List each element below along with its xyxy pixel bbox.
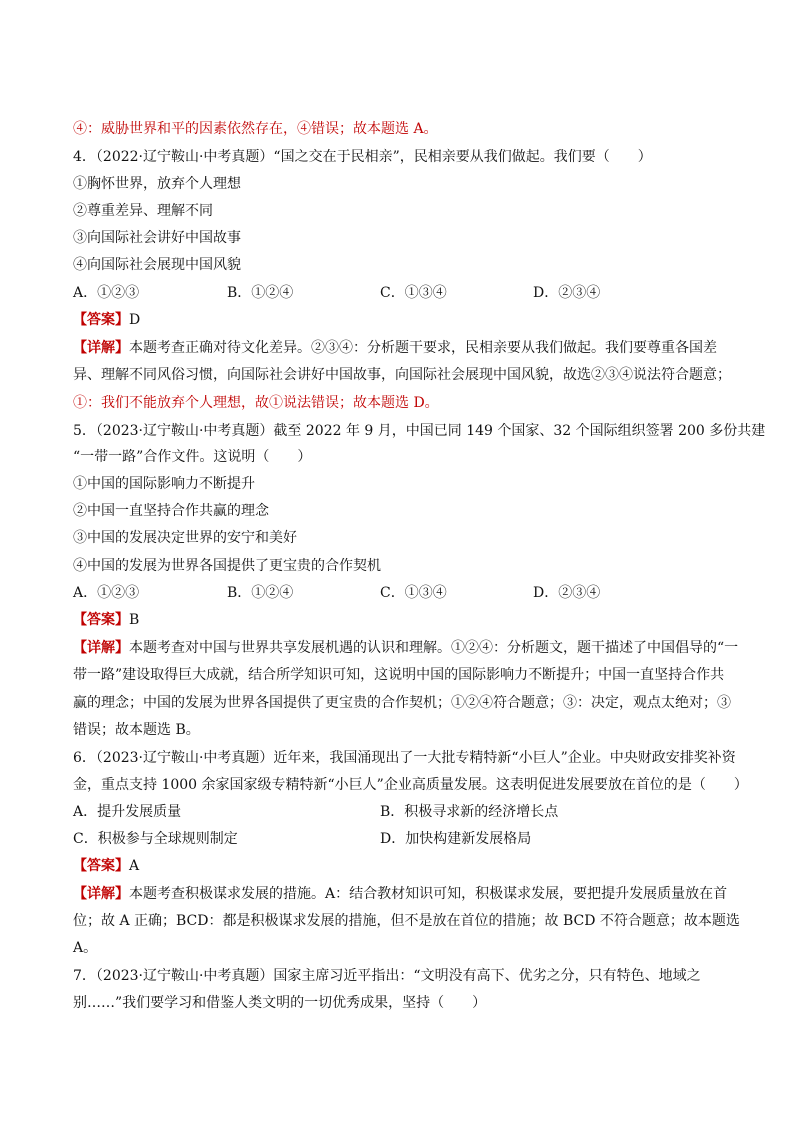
answer-label: 【答案】 [73, 312, 129, 328]
answer-value: D [129, 312, 141, 328]
q4-statement-2: ②尊重差异、理解不同 [73, 203, 213, 219]
answer-label: 【答案】 [73, 858, 129, 874]
q6-stem-1: 6．（2023·辽宁鞍山·中考真题）近年来，我国涌现出了一大批专精特新“小巨人”企业。中央财政安排奖补资 [73, 750, 736, 766]
q4-statement-1: ①胸怀世界，放弃个人理想 [73, 176, 241, 192]
q5-option-b: B．①②④ [227, 585, 294, 601]
q6-option-d: D．加快构建新发展格局 [380, 831, 532, 847]
q4-explanation-3: ①：我们不能放弃个人理想，故①说法错误；故本题选 D。 [73, 395, 439, 411]
q5-option-c: C．①③④ [380, 585, 447, 601]
q5-statement-2: ②中国一直坚持合作共赢的理念 [73, 503, 269, 519]
q4-option-b: B．①②④ [227, 285, 294, 301]
answer-value: A [129, 858, 140, 874]
q5-explanation-3: 赢的理念；中国的发展为世界各国提供了更宝贵的合作契机；①②④符合题意；③：决定，观点太绝对；③ [73, 695, 731, 711]
prev-explanation-tail: ④：威胁世界和平的因素依然存在，④错误；故本题选 A。 [73, 121, 438, 137]
q6-option-a: A．提升发展质量 [73, 804, 182, 820]
explanation-label: 【详解】 [73, 640, 129, 656]
q5-explanation-2: 带一路”建设取得巨大成就，结合所学知识可知，这说明中国的国际影响力不断提升；中国一直坚持合作共 [73, 667, 725, 683]
q5-option-d: D．②③④ [533, 585, 601, 601]
explanation-text: 本题考查对中国与世界共享发展机遇的认识和理解。①②④：分析题文，题干描述了中国倡导的“一 [129, 640, 739, 656]
q5-statement-1: ①中国的国际影响力不断提升 [73, 476, 255, 492]
q4-statement-3: ③向国际社会讲好中国故事 [73, 230, 241, 246]
q4-option-d: D．②③④ [533, 285, 601, 301]
explanation-label: 【详解】 [73, 340, 129, 356]
q4-option-a: A．①②③ [73, 285, 140, 301]
q4-option-c: C．①③④ [380, 285, 447, 301]
q5-option-a: A．①②③ [73, 585, 140, 601]
q5-stem-2: “一带一路”合作文件。这说明（ ） [73, 449, 312, 465]
q7-stem-2: 别……”我们要学习和借鉴人类文明的一切优秀成果，坚持（ ） [73, 995, 487, 1011]
q5-answer [73, 611, 139, 629]
answer-value: B [129, 612, 140, 628]
q4-stem: 4．（2022·辽宁鞍山·中考真题）“国之交在于民相亲”，民相亲要从我们做起。我们要（ ） [73, 149, 652, 165]
q5-stem-1: 5．（2023·辽宁鞍山·中考真题）截至 2022 年 9 月，中国已同 149 个国家、32 个国际组织签署 200 多份共建 [73, 423, 766, 439]
q4-answer [73, 311, 140, 329]
q4-statement-4: ④向国际社会展现中国风貌 [73, 257, 241, 273]
q6-option-c: C．积极参与全球规则制定 [73, 831, 238, 847]
q5-explanation-1 [73, 639, 738, 657]
q7-stem-1: 7．（2023·辽宁鞍山·中考真题）国家主席习近平指出：“文明没有高下、优劣之分，只有特色、地域之 [73, 968, 701, 984]
q6-explanation-3: A。 [73, 940, 98, 956]
q5-statement-3: ③中国的发展决定世界的安宁和美好 [73, 530, 297, 546]
q4-explanation-2: 异、理解不同风俗习惯，向国际社会讲好中国故事，向国际社会展现中国风貌，故选②③④说法符合题意； [73, 367, 731, 383]
q4-explanation-1 [73, 339, 717, 357]
q5-explanation-4: 错误；故本题选 B。 [73, 722, 200, 738]
q5-statement-4: ④中国的发展为世界各国提供了更宝贵的合作契机 [73, 558, 381, 574]
q6-option-b: B．积极寻求新的经济增长点 [380, 804, 559, 820]
q6-explanation-1 [73, 885, 727, 903]
answer-label: 【答案】 [73, 612, 129, 628]
explanation-text: 本题考查积极谋求发展的措施。A：结合教材知识可知，积极谋求发展，要把提升发展质量放在首 [129, 886, 728, 902]
q6-explanation-2: 位；故 A 正确；BCD：都是积极谋求发展的措施，但不是放在首位的措施；故 BCD 不符合题意；故本题选 [73, 913, 740, 929]
q6-answer [73, 857, 139, 875]
explanation-text: 本题考查正确对待文化差异。②③④：分析题干要求，民相亲要从我们做起。我们要尊重各国差 [129, 340, 717, 356]
explanation-label: 【详解】 [73, 886, 129, 902]
q6-stem-2: 金，重点支持 1000 余家国家级专精特新“小巨人”企业高质量发展。这表明促进发展要放在首位的是（ ） [73, 777, 748, 793]
